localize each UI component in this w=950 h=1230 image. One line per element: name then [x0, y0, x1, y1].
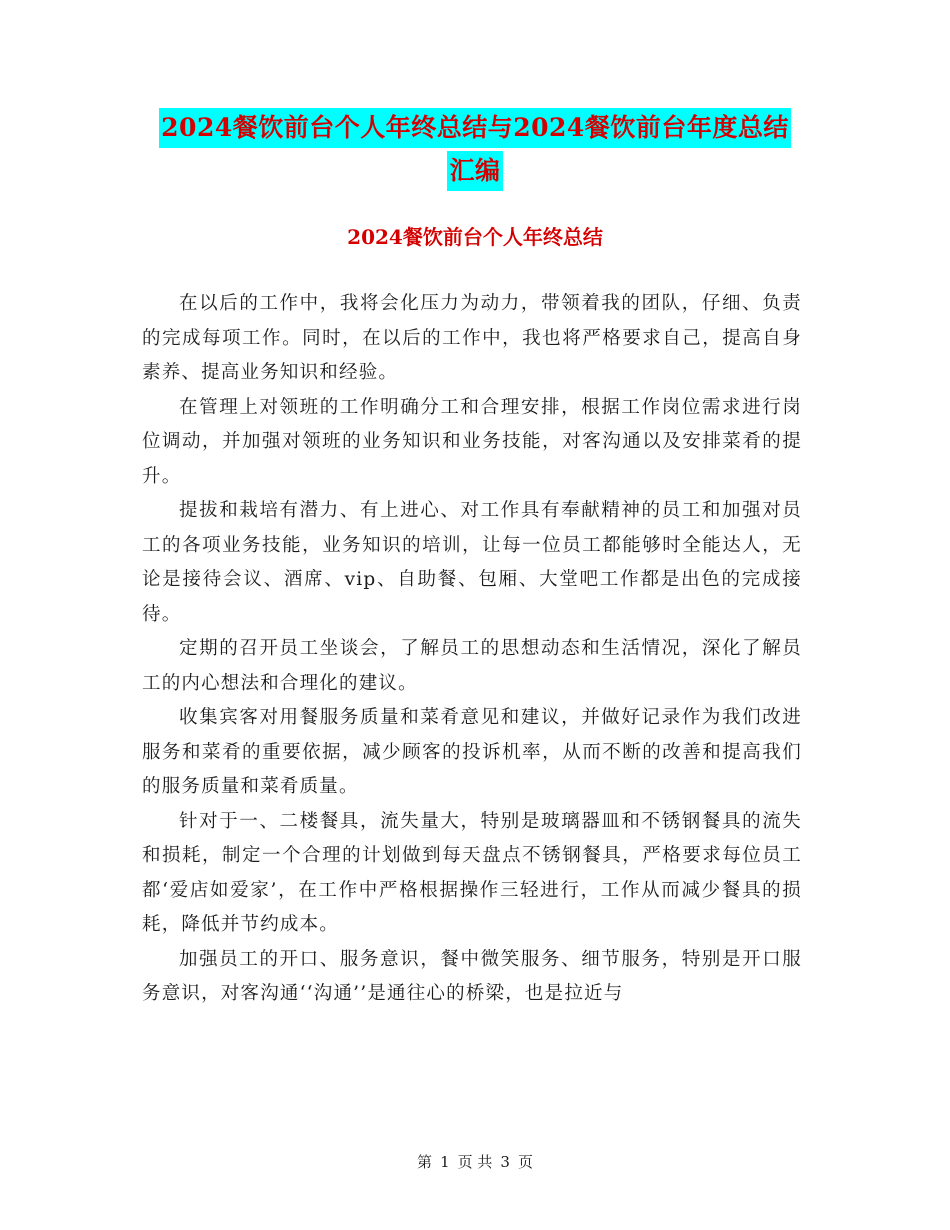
title-line-1: 2024餐饮前台个人年终总结与2024餐饮前台年度总结 — [159, 108, 791, 148]
page-total: 3 — [500, 1153, 510, 1171]
document-title — [0, 108, 950, 191]
paragraph: 针对于一、二楼餐具，流失量大，特别是玻璃器皿和不锈钢餐具的流失和损耗，制定一个合理的计划做到每天盘点不锈钢餐具，严格要求每位员工都‘爱店如爱家’，在工作中严格根据操作三轻进行，工作从而减少餐具的损耗，降低并节约成本。 — [142, 810, 802, 935]
title-line-2: 汇编 — [447, 151, 502, 191]
page-number: 1 — [440, 1153, 450, 1171]
page-suffix: 页 — [517, 1153, 533, 1171]
paragraph: 定期的召开员工坐谈会，了解员工的思想动态和生活情况，深化了解员工的内心想法和合理化的建议。 — [142, 638, 802, 694]
paragraph: 加强员工的开口、服务意识，餐中微笑服务、细节服务，特别是开口服务意识，对客沟通‘‘沟通’’是通往心的桥梁，也是拉近与 — [142, 948, 802, 1004]
section-title: 2024餐饮前台个人年终总结 — [347, 225, 603, 249]
paragraph: 收集宾客对用餐服务质量和菜肴意见和建议，并做好记录作为我们改进服务和菜肴的重要依据，减少顾客的投诉机率，从而不断的改善和提高我们的服务质量和菜肴质量。 — [142, 707, 802, 797]
paragraph: 在管理上对领班的工作明确分工和合理安排，根据工作岗位需求进行岗位调动，并加强对领班的业务知识和业务技能，对客沟通以及安排菜肴的提升。 — [142, 396, 802, 487]
page-mid: 页 共 — [457, 1153, 493, 1171]
paragraph: 在以后的工作中，我将会化压力为动力，带领着我的团队，仔细、负责的完成每项工作。同时，在以后的工作中，我也将严格要求自己，提高自身素养、提高业务知识和经验。 — [142, 293, 802, 383]
page-prefix: 第 — [417, 1153, 433, 1171]
paragraph: 提拔和栽培有潜力、有上进心、对工作具有奉献精神的员工和加强对员工的各项业务技能，业务知识的培训，让每一位员工都能够时全能达人，无论是接待会议、酒席、vip、自助餐、包厢、大堂吧工作都是出色的完成接待。 — [142, 500, 802, 625]
page-footer — [0, 1150, 950, 1174]
body-text — [142, 287, 802, 1012]
